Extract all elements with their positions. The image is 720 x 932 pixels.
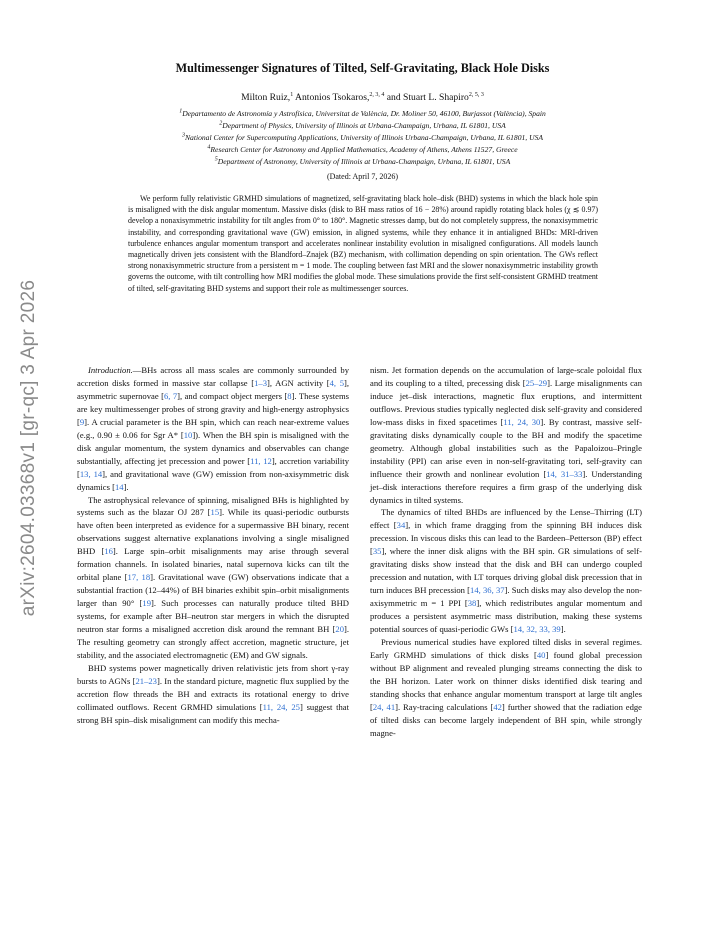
affiliation-mark: 1	[179, 108, 183, 115]
affiliation-line	[90, 108, 635, 120]
citation-ref: 38	[467, 598, 477, 609]
affiliation-text: National Center for Supercomputing Applications, University of Illinois Urbana-Champaign, Urbana, IL 61801, USA	[184, 133, 544, 142]
citation-ref: 9	[79, 416, 85, 427]
affiliation-text: Department of Astronomy, University of Illinois at Urbana-Champaign, Urbana, IL 61801, USA	[217, 157, 511, 166]
author-name: Milton Ruiz,	[241, 92, 291, 103]
citation-ref: 1–3	[254, 377, 267, 388]
paper-title: Multimessenger Signatures of Tilted, Self-Gravitating, Black Hole Disks	[175, 61, 550, 75]
abstract: We perform fully relativistic GRMHD simulations of magnetized, self-gravitating black hole–disk (BHD) systems in which the black hole spin is misaligned with the disk angular momentum. Massive disks (disk to BH mass ratios of 16 − 28%) around rapidly rotating black holes (χ ≲ 0.97) develop a nonaxisymmetric instability for tilt angles from 0° to 180°. Magnetic stresses damp, but do not completely suppress, the nonaxisymmetric instability, and corresponding gravitational wave (GW) emission, in aligned systems, while they enhance it in antialigned BHDs: MRI-driven turbulence enhances angular momentum transport and accelerates nonlinear instability evolution in misaligned configurations. All models launch magnetically driven jets consistent with the Blandford–Znajek (BZ) mechanism, with collimation depending on spin orientation. The GWs reflect strong nonaxisymmetric structure from a persistent m = 1 mode. The coupling between fast MRI and the slower nonaxisymmetric instability growth governs the outcome, with tilt controlling how MRI modifies the global mode. These simulations provide the first self-consistent GRMHD treatment of tilted, self-gravitating BHD systems and support their role as multimessenger sources.	[128, 194, 598, 293]
citation-ref: 10	[183, 429, 193, 440]
citation-ref: 24, 41	[372, 701, 396, 712]
body-paragraph: The astrophysical relevance of spinning, misaligned BHs is highlighted by systems such as the blazar OJ 287 [15]. While its quasi-periodic outbursts have often been interpreted as evidence for a supermassive BH binary, recent observations suggest alternative explanations involving a single misaligned BHD [16]. Large spin–orbit misalignments may arise through several formation channels. In isolated binaries, natal supernova kicks can tilt the orbital plane [17, 18]. Gravitational wave (GW) observations indicate that a substantial fraction (12–44%) of BH binaries exhibit spin–orbit misalignments larger than 90° [19]. Such processes can naturally produce tilted BHD systems, for example after BH–neutron star mergers in which the disrupted neutron star forms a misaligned accretion disk around the remnant BH [20]. The resulting geometry can strongly affect accretion, magnetic structure, jet stability, and the associated electromagnetic (EM) and GW signals.	[77, 494, 350, 660]
affiliation-text: Department of Physics, University of Illinois at Urbana-Champaign, Urbana, IL 61801, USA	[222, 121, 506, 130]
citation-ref: 40	[536, 649, 546, 660]
author-name: Antonios Tsokaros,	[293, 92, 370, 103]
body-paragraph: BHD systems power magnetically driven relativistic jets from short γ-ray bursts to AGNs [21–23]. In the standard picture, magnetic flux supplied by the accretion flow threads the BH and extracts its rotational energy to drive collimated outflows. Recent GRMHD simulations [11, 24, 25] suggest that strong BH spin–disk misalignment can modify this mecha-	[77, 662, 350, 725]
citation-ref: 17, 18	[127, 572, 151, 583]
arxiv-identifier: arXiv:2604.03368v1 [gr-qc] 3 Apr 2026	[18, 279, 39, 617]
citation-ref: 14, 36, 37	[470, 585, 505, 596]
citation-ref: 34	[396, 520, 406, 531]
body-column-right	[370, 364, 642, 740]
citation-ref: 16	[104, 546, 113, 557]
affiliation-line	[90, 132, 635, 144]
citation-ref: 42	[493, 701, 502, 712]
citation-ref: 8	[287, 390, 292, 401]
citation-ref: 11, 12	[250, 455, 272, 466]
citation-ref: 20	[335, 624, 344, 635]
body-paragraph: nism. Jet formation depends on the accumulation of large-scale poloidal flux and its coupling to a tilted, precessing disk [25–29]. Large misalignments can induce jet–disk interactions, magnetic flux eruptions, and intermittent outflows. Previous studies typically neglected disk self-gravity and considered low-mass disks in fixed spacetimes [11, 24, 30]. By contrast, massive self-gravitating disks dynamically couple to the BH and modify the spacetime geometry. Although global instabilities such as the Papaloizou–Pringle instability (PPI) can arise even in non-self-gravitating tori, self-gravity can influence their growth and nonlinear evolution [14, 31–33]. Understanding jet–disk interactions therefore requires a firm grasp of the underlying disk dynamics in tilted systems.	[370, 365, 643, 505]
affiliation-line	[90, 120, 635, 132]
affiliation-line	[90, 144, 635, 156]
affiliation-line	[90, 156, 635, 168]
citation-ref: 6, 7	[163, 390, 178, 401]
author-affil-mark: 2, 5, 3	[468, 91, 484, 98]
citation-ref: 25–29	[525, 377, 548, 388]
citation-ref: 15	[210, 507, 220, 518]
body-column-left	[77, 364, 349, 727]
citation-ref: 11, 24, 30	[503, 416, 541, 427]
author-affil-mark: 2, 3, 4	[369, 91, 385, 98]
affiliations	[90, 108, 635, 168]
date-line: (Dated: April 7, 2026)	[326, 172, 399, 181]
citation-ref: 14	[114, 481, 124, 492]
body-paragraph: Previous numerical studies have explored tilted disks in several regimes. Early GRMHD simulations of thick disks [40] found global precession without BP alignment and revealed plunging streams connecting the disk to the BH horizon. Later work on thinner disks identified disk tearing and standing shocks that enhance angular momentum transport at large tilt angles [24, 41]. Ray-tracing calculations [42] further showed that the radiation edge of tilted disks can become largely independent of BH spin, while strongly magne-	[370, 637, 642, 738]
arxiv-sidebar-stamp	[12, 233, 46, 663]
affiliation-mark: 2	[219, 120, 223, 127]
citation-ref: 14, 31–33	[546, 468, 583, 479]
affiliation-text: Research Center for Astronomy and Applied Mathematics, Academy of Athens, Athens 11527, Greece	[210, 145, 518, 154]
affiliation-mark: 4	[207, 144, 211, 151]
section-runin-heading: Introduction.	[88, 365, 133, 375]
citation-ref: 11, 24, 25	[262, 701, 300, 712]
author-name: and Stuart L. Shapiro	[384, 92, 469, 103]
citation-ref: 35	[372, 546, 382, 557]
author-list	[100, 92, 625, 103]
affiliation-mark: 3	[181, 132, 185, 139]
body-paragraph: Introduction.—BHs across all mass scales are commonly surrounded by accretion disks formed in massive star collapse [1–3], AGN activity [4, 5], asymmetric supernovae [6, 7], and compact object mergers [8]. These systems are key multimessenger probes of strong gravity and high-energy astrophysics [9]. A crucial parameter is the BH spin, which can reach near-extreme values (e.g., 0.90 ± 0.06 for Sgr A* [10]). When the BH spin is misaligned with the disk angular momentum, the system dynamics and observables can change substantially, affecting jet precession and power [11, 12], accretion variability [13, 14], and gravitational wave (GW) emission from non-axisymmetric disk dynamics [14].	[77, 365, 350, 492]
author-affil-mark: 1	[290, 91, 294, 98]
citation-ref: 13, 14	[79, 468, 103, 479]
citation-ref: 4, 5	[329, 377, 344, 388]
body-paragraph: The dynamics of tilted BHDs are influenced by the Lense–Thirring (LT) effect [34], in which frame dragging from the spinning BH induces disk precession. In viscous disks this can lead to the Bardeen–Petterson (BP) effect [35], where the inner disk aligns with the BH spin. GR simulations of self-gravitating disks show instead that the disk and BH can undergo coupled precession and nutation, with LT torques driving global disk precession that in turn induces BH precession [14, 36, 37]. Such disks may also develop the non-axisymmetric m = 1 PPI [38], which redistributes angular momentum and produces a persistent asymmetric mass distribution, making these systems potential sources of quasi-periodic GWs [14, 32, 33, 39].	[370, 507, 643, 635]
citation-ref: 19	[142, 598, 151, 609]
affiliation-mark: 5	[214, 156, 218, 163]
affiliation-text: Departamento de Astronomía y Astrofísica, Universitat de València, Dr. Moliner 50, 46100, Burjassot (València), Spain	[182, 109, 546, 118]
citation-ref: 21–23	[135, 675, 157, 686]
citation-ref: 14, 32, 33, 39	[513, 624, 561, 635]
